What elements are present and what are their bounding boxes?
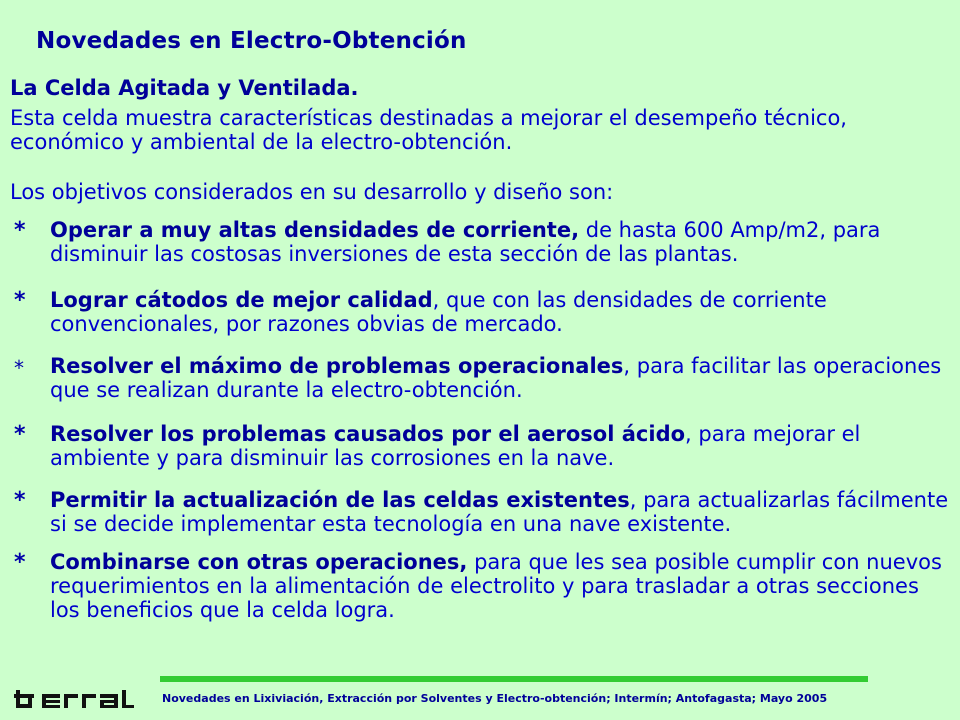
footer-caption: Novedades en Lixiviación, Extracción por Solventes y Electro-obtención; Intermín; Antofagasta; Mayo 2005 <box>162 692 828 705</box>
bullet-marker: * <box>14 356 24 380</box>
bullet-text <box>50 488 955 536</box>
footer-rule <box>160 676 868 682</box>
bullet-marker: * <box>14 488 26 513</box>
bullet-marker: * <box>14 422 26 447</box>
bullet-rest: , para mejorar el ambiente y para disminuir las corrosiones en la nave. <box>50 422 861 470</box>
bullet-text <box>50 422 955 470</box>
bullet-rest: , para actualizarlas fácilmente si se decide implementar esta tecnología en una nave existente. <box>50 488 949 536</box>
section-subtitle: La Celda Agitada y Ventilada. <box>10 76 359 100</box>
bullet-bold: Resolver los problemas causados por el aerosol ácido <box>50 422 686 446</box>
page-title: Novedades en Electro-Obtención <box>36 28 467 54</box>
bullet-rest: , para facilitar las operaciones que se realizan durante la electro-obtención. <box>50 354 942 402</box>
bullet-rest: , que con las densidades de corriente convencionales, por razones obvias de mercado. <box>50 288 827 336</box>
terral-logo <box>12 688 152 712</box>
bullet-text <box>50 218 955 266</box>
bullet-marker: * <box>14 288 26 313</box>
bullet-text <box>50 550 955 622</box>
bullet-marker: * <box>14 218 26 243</box>
bullet-bold: Combinarse con otras operaciones, <box>50 550 468 574</box>
bullet-text <box>50 354 955 402</box>
bullet-bold: Resolver el máximo de problemas operacionales <box>50 354 624 378</box>
bullet-bold: Lograr cátodos de mejor calidad <box>50 288 433 312</box>
bullet-rest: para que les sea posible cumplir con nuevos requerimientos en la alimentación de electrolito y para trasladar a otras secciones los beneficios que la celda logra. <box>50 550 942 622</box>
bullet-rest: de hasta 600 Amp/m2, para disminuir las costosas inversiones de esta sección de las plantas. <box>50 218 881 266</box>
bullet-marker: * <box>14 550 26 575</box>
bullet-text <box>50 288 955 336</box>
bullet-bold: Operar a muy altas densidades de corriente, <box>50 218 580 242</box>
bullet-bold: Permitir la actualización de las celdas existentes <box>50 488 630 512</box>
objectives-intro: Los objetivos considerados en su desarrollo y diseño son: <box>10 180 614 204</box>
intro-paragraph: Esta celda muestra características destinadas a mejorar el desempeño técnico, económico y ambiental de la electro-obtención. <box>10 106 847 154</box>
